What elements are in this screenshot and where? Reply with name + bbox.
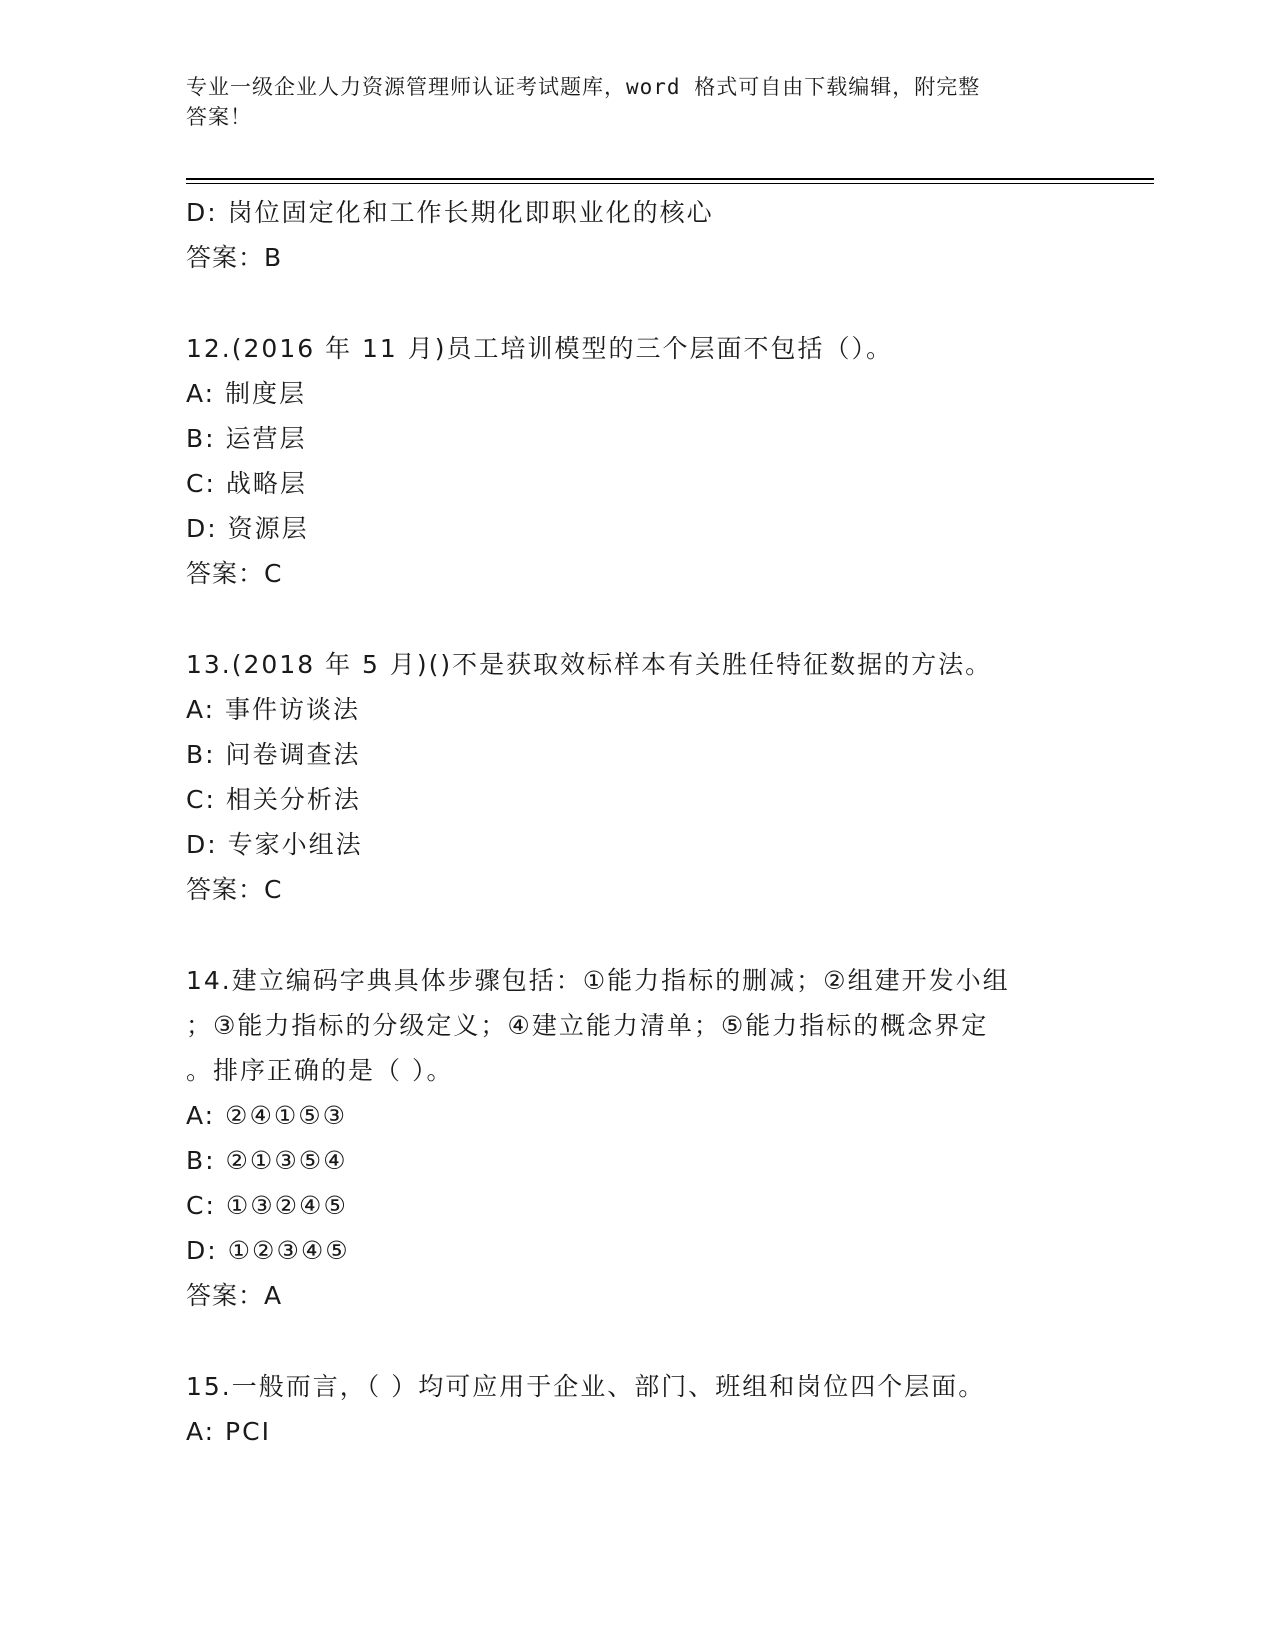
- option-d: D: 岗位固定化和工作长期化即职业化的核心: [186, 198, 714, 227]
- option-b: B: 运营层: [186, 424, 307, 453]
- header-line-1: 专业一级企业人力资源管理师认证考试题库，word 格式可自由下载编辑，附完整: [186, 75, 981, 99]
- header-line-2: 答案！: [186, 105, 252, 129]
- header-rule-top: [186, 178, 1154, 180]
- question-14: [186, 958, 1106, 1318]
- question-12: [186, 326, 1106, 596]
- option-d: D: 资源层: [186, 514, 309, 543]
- header-rule-bottom: [186, 183, 1154, 184]
- question-stem: 15.一般而言，（ ）均可应用于企业、部门、班组和岗位四个层面。: [186, 1372, 986, 1401]
- option-b: B: ②①③⑤④: [186, 1146, 348, 1175]
- answer: 答案：A: [186, 1281, 283, 1310]
- answer: 答案：C: [186, 875, 283, 904]
- option-b: B: 问卷调查法: [186, 740, 361, 769]
- option-a: A: 制度层: [186, 379, 307, 408]
- question-list: [186, 190, 1106, 1454]
- option-a: A: PCI: [186, 1417, 271, 1446]
- option-d: D: ①②③④⑤: [186, 1236, 350, 1265]
- question-13: [186, 642, 1106, 912]
- option-d: D: 专家小组法: [186, 830, 363, 859]
- answer: 答案：C: [186, 559, 283, 588]
- option-c: C: ①③②④⑤: [186, 1191, 348, 1220]
- option-a: A: ②④①⑤③: [186, 1101, 348, 1130]
- answer: 答案：B: [186, 243, 283, 272]
- question-stem: 13.(2018 年 5 月)()不是获取效标样本有关胜任特征数据的方法。: [186, 650, 993, 679]
- question-stem-line-1: 14.建立编码字典具体步骤包括：①能力指标的删减；②组建开发小组: [186, 966, 1010, 995]
- option-c: C: 相关分析法: [186, 785, 361, 814]
- question-stem-line-3: 。排序正确的是（ ）。: [186, 1056, 454, 1085]
- question-stem-line-2: ；③能力指标的分级定义；④建立能力清单；⑤能力指标的概念界定: [186, 1011, 989, 1040]
- document-header: [186, 72, 1066, 132]
- question-stem: 12.(2016 年 11 月)员工培训模型的三个层面不包括（）。: [186, 334, 894, 363]
- option-a: A: 事件访谈法: [186, 695, 361, 724]
- question-15: [186, 1364, 1106, 1454]
- option-c: C: 战略层: [186, 469, 307, 498]
